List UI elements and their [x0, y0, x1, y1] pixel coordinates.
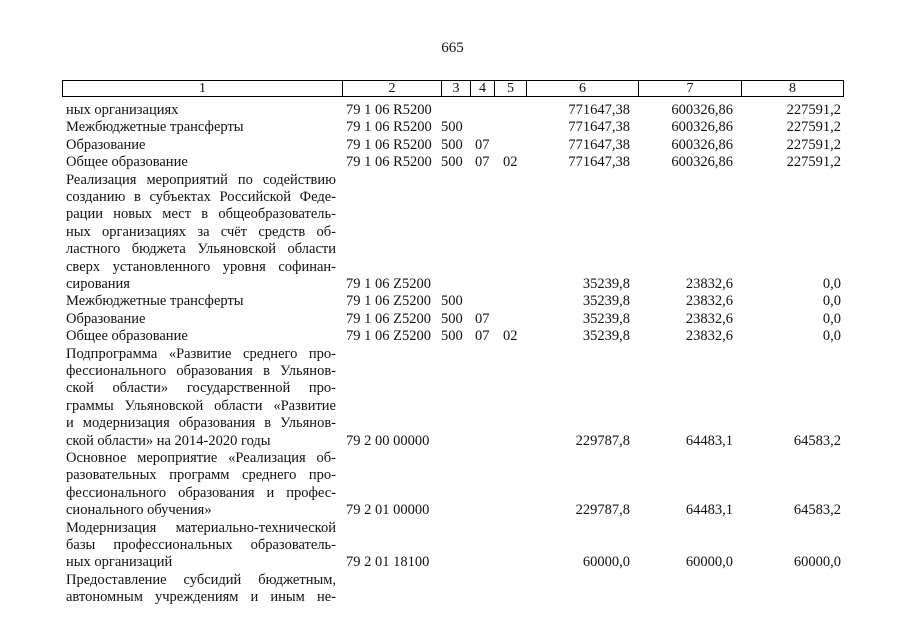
header-col-1: 1	[63, 81, 343, 96]
row-code: 79 1 06 R5200	[346, 119, 432, 136]
table-row	[0, 502, 905, 519]
table-header	[62, 80, 844, 97]
row-name: базы профессиональных образователь-	[66, 537, 336, 553]
header-col-7: 7	[639, 81, 742, 96]
header-col-5: 5	[495, 81, 527, 96]
row-value-2018: 771647,38	[568, 102, 630, 118]
header-col-2: 2	[343, 81, 442, 96]
table-row	[0, 102, 905, 119]
row-value-2019: 64483,1	[685, 502, 733, 519]
row-name: рации новых мест в общеобразователь-	[66, 206, 336, 223]
row-vr: 500	[441, 154, 463, 171]
row-value-2018: 35239,8	[582, 293, 630, 310]
table-row	[0, 572, 905, 589]
row-code: 79 1 06 R5200	[346, 154, 432, 171]
row-value-2020: 227591,2	[786, 119, 841, 136]
row-value-2020: 0,0	[822, 276, 841, 292]
row-name: Межбюджетные трансферты	[66, 293, 244, 310]
table-row	[0, 276, 905, 293]
row-name: Общее образование	[66, 154, 188, 171]
header-col-6: 6	[527, 81, 639, 96]
row-code: 79 1 06 Z5200	[346, 293, 431, 310]
row-value-2019: 23832,6	[685, 276, 733, 292]
table-row	[0, 467, 905, 484]
table-row	[0, 137, 905, 154]
row-code: 79 2 01 18100	[346, 554, 430, 571]
table-row	[0, 398, 905, 415]
row-name: ской области» государственной про-	[66, 380, 336, 397]
row-name: Образование	[66, 136, 146, 153]
table-row	[0, 537, 905, 554]
row-name: автономным учреждениям и иным не-	[66, 589, 336, 606]
row-value-2020: 64583,2	[793, 502, 841, 519]
row-code: 79 1 06 Z5200	[346, 328, 431, 345]
row-value-2020: 227591,2	[786, 136, 841, 153]
row-name: Основное мероприятие «Реализация об-	[66, 450, 336, 466]
row-value-2019: 23832,6	[685, 328, 733, 345]
row-value-2020: 0,0	[822, 293, 841, 310]
table-row	[0, 450, 905, 467]
row-code: 79 1 06 R5200	[346, 136, 432, 153]
row-value-2018: 229787,8	[575, 432, 630, 449]
row-name: созданию в субъектах Российской Феде-	[66, 189, 336, 205]
row-value-2020: 0,0	[822, 328, 841, 345]
row-code: 79 1 06 Z5200	[346, 276, 431, 292]
row-vr: 500	[441, 136, 463, 153]
row-code: 79 2 00 00000	[346, 432, 430, 449]
row-name: Предоставление субсидий бюджетным,	[66, 571, 336, 588]
row-value-2018: 35239,8	[582, 276, 630, 292]
row-name: ных организациях за счёт средств об-	[66, 223, 336, 240]
header-col-8: 8	[789, 81, 796, 96]
row-value-2019: 600326,86	[671, 102, 733, 118]
table-row	[0, 433, 905, 450]
table-row	[0, 293, 905, 310]
row-vr: 500	[441, 328, 463, 345]
row-name: разовательных программ среднего про-	[66, 467, 336, 484]
row-code: 79 2 01 00000	[346, 502, 430, 519]
row-name: сирования	[66, 276, 130, 292]
row-value-2018: 35239,8	[582, 328, 630, 345]
row-value-2019: 600326,86	[671, 154, 733, 171]
row-rz: 07	[475, 310, 490, 327]
row-value-2019: 600326,86	[671, 119, 733, 136]
table-row	[0, 154, 905, 171]
row-name: ской области» на 2014-2020 годы	[66, 432, 271, 449]
row-name: граммы Ульяновской области «Развитие	[66, 397, 336, 414]
row-rz: 07	[475, 154, 490, 171]
header-col-4: 4	[471, 81, 495, 96]
row-vr: 500	[441, 293, 463, 310]
row-code: 79 1 06 R5200	[346, 102, 432, 118]
row-value-2018: 60000,0	[582, 554, 630, 571]
row-vr: 500	[441, 310, 463, 327]
row-name: Общее образование	[66, 328, 188, 345]
table-row	[0, 346, 905, 363]
row-value-2018: 771647,38	[568, 119, 630, 136]
row-value-2020: 60000,0	[793, 554, 841, 571]
row-name: сионального обучения»	[66, 502, 212, 519]
table-row	[0, 415, 905, 432]
table-row	[0, 172, 905, 189]
row-name: Подпрограмма «Развитие среднего про-	[66, 345, 336, 362]
row-value-2019: 23832,6	[685, 310, 733, 327]
row-value-2019: 64483,1	[685, 432, 733, 449]
table-row	[0, 554, 905, 571]
row-name: Реализация мероприятий по содействию	[66, 171, 336, 188]
header-col-3: 3	[442, 81, 471, 96]
table-row	[0, 485, 905, 502]
row-rz: 07	[475, 136, 490, 153]
row-name: ластного бюджета Ульяновской области	[66, 241, 336, 258]
table-row	[0, 189, 905, 206]
row-name: ных организаций	[66, 554, 173, 571]
table-row	[0, 206, 905, 223]
table-row	[0, 589, 905, 606]
row-code: 79 1 06 Z5200	[346, 310, 431, 327]
row-value-2020: 227591,2	[786, 154, 841, 171]
row-value-2018: 771647,38	[568, 136, 630, 153]
row-value-2019: 23832,6	[685, 293, 733, 310]
row-value-2019: 600326,86	[671, 136, 733, 153]
row-pr: 02	[503, 328, 518, 345]
row-name: Модернизация материально-технической	[66, 519, 336, 536]
row-name: Межбюджетные трансферты	[66, 119, 244, 136]
row-name: и модернизация образования в Ульянов-	[66, 415, 336, 432]
row-value-2018: 35239,8	[582, 310, 630, 327]
row-value-2018: 771647,38	[568, 154, 630, 171]
table-row	[0, 311, 905, 328]
table-row	[0, 259, 905, 276]
row-value-2020: 0,0	[822, 310, 841, 327]
row-vr: 500	[441, 119, 463, 136]
row-rz: 07	[475, 328, 490, 345]
row-value-2020: 64583,2	[793, 432, 841, 449]
row-value-2020: 227591,2	[786, 102, 841, 118]
row-name: ных организациях	[66, 102, 179, 118]
page-number: 665	[441, 40, 464, 56]
table-row	[0, 241, 905, 258]
row-value-2019: 60000,0	[685, 554, 733, 571]
table-row	[0, 224, 905, 241]
row-name: Образование	[66, 310, 146, 327]
table-row	[0, 328, 905, 345]
row-name: фессионального образования в Ульянов-	[66, 363, 336, 379]
row-value-2018: 229787,8	[575, 502, 630, 519]
table-row	[0, 119, 905, 136]
row-pr: 02	[503, 154, 518, 171]
table-row	[0, 380, 905, 397]
row-name: сверх установленного уровня софинан-	[66, 258, 336, 275]
table-row	[0, 363, 905, 380]
table-row	[0, 520, 905, 537]
row-name: фессионального образования и профес-	[66, 484, 336, 501]
